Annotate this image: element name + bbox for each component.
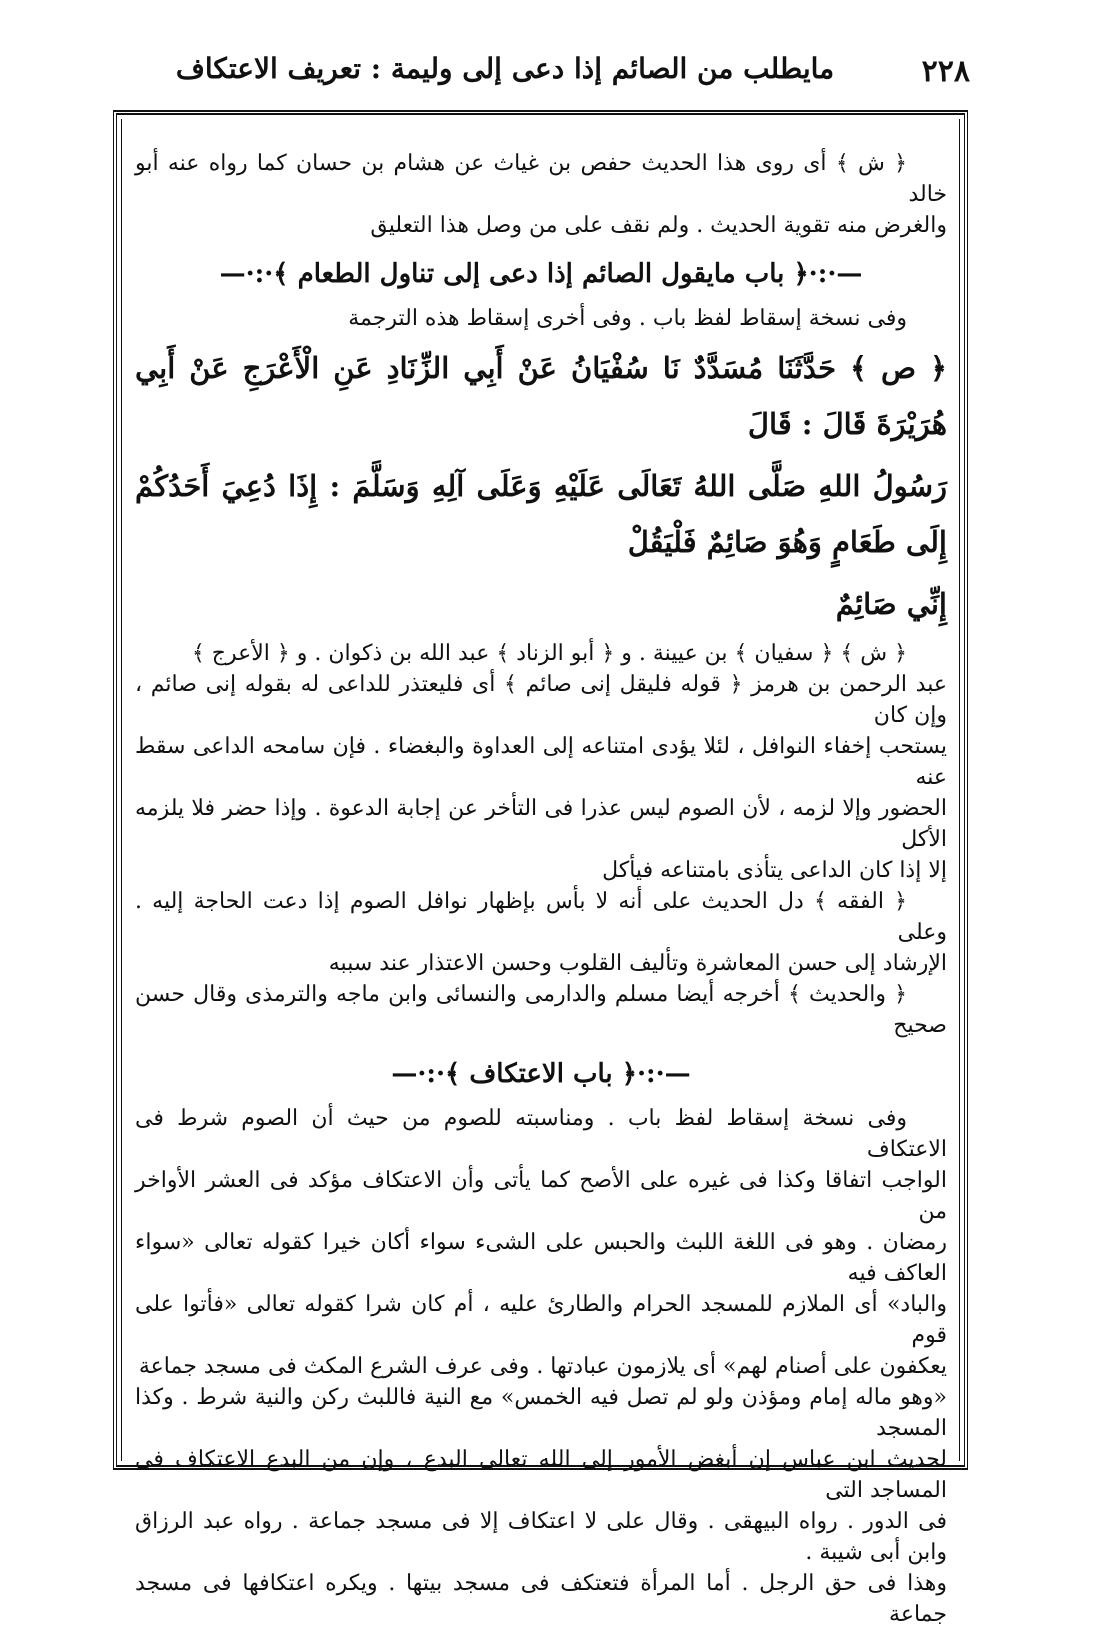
text-line: فى الدور . رواه البيهقى . وقال على لا اعتكاف إلا فى مسجد جماعة . رواه عبد الرزاق وابن أبى شيبة .	[135, 1509, 947, 1565]
running-title: مايطلب من الصائم إذا دعى إلى وليمة : تعريف الاعتكاف	[175, 52, 835, 85]
commentary-paragraph	[135, 886, 947, 979]
text-line: «وهو ماله إمام ومؤذن ولو لم تصل فيه الخمس» مع النية فاللبث ركن والنية شرط . وكذا المسجد	[135, 1385, 947, 1441]
text-line: الإرشاد إلى حسن المعاشرة وتأليف القلوب وحسن الاعتذار عند سببه	[328, 951, 947, 976]
text-line: ﴿ والحديث ﴾ أخرجه أيضا مسلم والدارمى والنسائى وابن ماجه والترمذى وقال حسن صحيح	[135, 982, 947, 1038]
section-heading: —·:·﴿ باب الاعتكاف ﴾·:·—	[391, 1059, 691, 1089]
commentary-paragraph	[135, 979, 947, 1041]
page-header	[130, 50, 970, 96]
commentary-paragraph	[135, 1103, 947, 1630]
text-line: رَسُولُ اللهِ صَلَّى اللهُ تَعَالَى عَلَيْهِ وَعَلَى آلِهِ وَسَلَّمَ : إِذَا دُعِيَ أَحَدُكُمْ إِلَى طَعَامٍ وَهُوَ صَائِمٌ فَلْيَقُلْ	[135, 469, 947, 559]
text-line: الحضور وإلا لزمه ، لأن الصوم ليس عذرا فى التأخر عن إجابة الدعوة . وإذا حضر فلا يلزمه الأكل	[135, 796, 947, 852]
text-line: رمضان . وهو فى اللغة اللبث والحبس على الشىء سواء أكان خيرا كقوله تعالى «سواء العاكف فيه	[135, 1230, 947, 1286]
text-line: وهذا فى حق الرجل . أما المرأة فتعتكف فى مسجد بيتها . ويكره اعتكافها فى مسجد جماعة	[135, 1571, 947, 1627]
commentary-paragraph	[135, 148, 947, 241]
text-line: ﴿ ص ﴾ حَدَّثَنَا مُسَدَّدٌ نَا سُفْيَانُ عَنْ أَبِي الزِّنَادِ عَنِ الْأَعْرَجِ عَنْ أَبِي هُرَيْرَةَ قَالَ : قَالَ	[135, 351, 947, 441]
section-heading: —·:·﴿ باب مايقول الصائم إذا دعى إلى تناول الطعام ﴾·:·—	[219, 259, 863, 289]
text-line: ﴿ الفقه ﴾ دل الحديث على أنه لا بأس بإظهار نوافل الصوم إذا دعت الحاجة إليه . وعلى	[135, 889, 947, 945]
text-line: وفى نسخة إسقاط لفظ باب . ومناسبته للصوم من حيث أن الصوم شرط فى الاعتكاف	[135, 1106, 947, 1162]
text-line: إلا إذا كان الداعى يتأذى بامتناعه فيأكل	[602, 858, 947, 883]
commentary-paragraph	[135, 638, 947, 886]
text-line: وفى نسخة إسقاط لفظ باب . وفى أخرى إسقاط هذه الترجمة	[348, 306, 907, 331]
text-line: إِنِّي صَائِمٌ	[835, 587, 947, 621]
text-line: ﴿ ش ﴾ أى روى هذا الحديث حفص بن غياث عن هشام بن حسان كما رواه عنه أبو خالد	[135, 151, 947, 207]
page-body	[135, 148, 947, 1627]
text-line: لحديث ابن عباس إن أبغض الأمور إلى الله تعالى البدع ، وإن من البدع الاعتكاف فى المساجد التى	[135, 1447, 947, 1503]
text-line: يعكفون على أصنام لهم» أى يلازمون عبادتها . وفى عرف الشرع المكث فى مسجد جماعة	[138, 1354, 947, 1379]
text-line: ﴿ ش ﴾ ﴿ سفيان ﴾ بن عيينة . و ﴿ أبو الزناد ﴾ عبد الله بن ذكوان . و ﴿ الأعرج ﴾	[191, 641, 907, 666]
hadith-text	[135, 340, 947, 632]
text-line: عبد الرحمن بن هرمز ﴿ قوله فليقل إنى صائم ﴾ أى فليعتذر للداعى له بقوله إنى صائم ، وإن كان	[135, 672, 947, 728]
text-line: والغرض منه تقوية الحديث . ولم نقف على من وصل هذا التعليق	[370, 213, 947, 238]
text-line: الواجب اتفاقا وكذا فى غيره على الأصح كما يأتى وأن الاعتكاف مؤكد فى العشر الأواخر من	[135, 1168, 947, 1224]
commentary-paragraph	[135, 303, 947, 334]
text-line: يستحب إخفاء النوافل ، لئلا يؤدى امتناعه إلى العداوة والبغضاء . فإن سامحه الداعى سقط عنه	[135, 734, 947, 790]
text-line: والباد» أى الملازم للمسجد الحرام والطارئ عليه ، أم كان شرا كقوله تعالى «فأتوا على قوم	[135, 1292, 947, 1348]
page-number: ٢٢٨	[921, 54, 970, 89]
